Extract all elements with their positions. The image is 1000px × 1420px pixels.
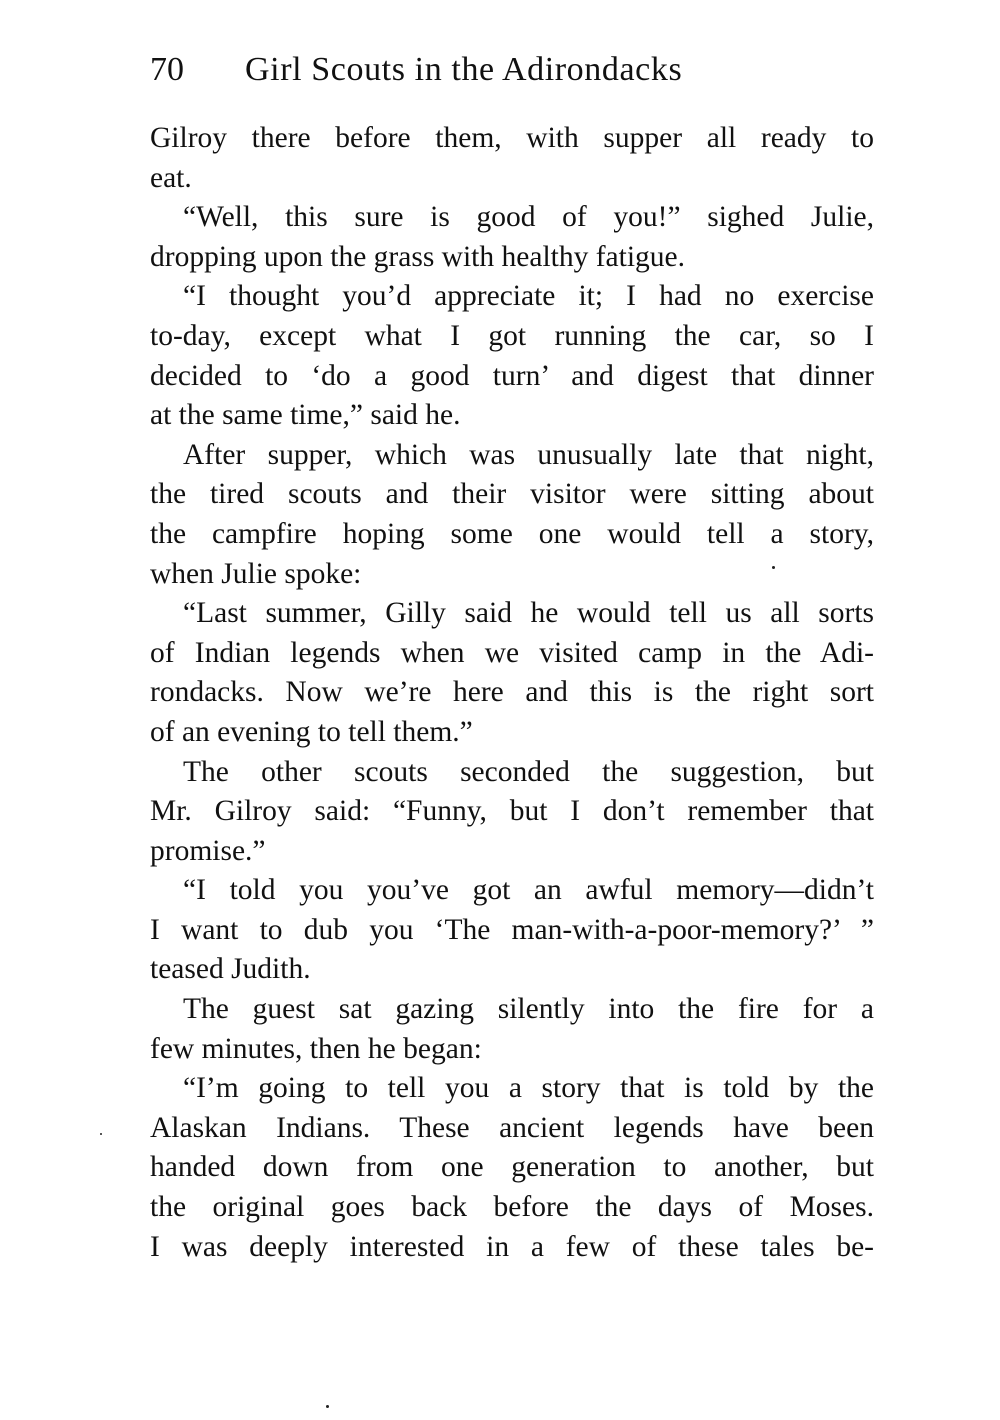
running-head [150,46,874,94]
book-title: Girl Scouts in the Adirondacks [245,51,683,88]
text-line: rondacks. Now we’re here and this is the right sort [150,676,874,709]
text-line: Alaskan Indians. These ancient legends have been [150,1111,874,1144]
print-speck [100,1133,102,1135]
text-line: of Indian legends when we visited camp in the Adi- [150,636,874,669]
text-line: few minutes, then he began: [150,1032,482,1065]
text-line: to-day, except what I got running the car, so I [150,319,874,352]
text-line: the original goes back before the days of Moses. [150,1191,874,1224]
print-speck [326,1405,329,1408]
text-line: promise.” [150,834,266,867]
text-line: the campfire hoping some one would tell a story, [150,517,874,550]
print-speck [772,566,775,569]
text-line: at the same time,” said he. [150,399,461,432]
text-line: After supper, which was unusually late that night, [183,438,874,471]
text-line: when Julie spoke: [150,557,362,590]
body-text [150,119,874,1267]
text-line: eat. [150,161,192,194]
text-line: dropping upon the grass with healthy fatigue. [150,240,685,273]
page-number: 70 [150,51,184,88]
text-line: “I thought you’d appreciate it; I had no exercise [183,280,874,313]
text-line: I want to dub you ‘The man-with-a-poor-memory?’ ” [150,913,874,946]
text-line: decided to ‘do a good turn’ and digest that dinner [150,359,874,392]
text-line: “I told you you’ve got an awful memory—didn’t [183,874,874,907]
text-line: Gilroy there before them, with supper all ready to [150,122,874,154]
text-line: The other scouts seconded the suggestion, but [183,755,874,788]
text-line: the tired scouts and their visitor were sitting about [150,478,874,511]
text-line: of an evening to tell them.” [150,715,473,748]
text-line: I was deeply interested in a few of these tales be- [150,1230,874,1263]
text-line: “Last summer, Gilly said he would tell us all sorts [183,597,874,630]
text-line: The guest sat gazing silently into the fire for a [183,993,874,1026]
text-line: Mr. Gilroy said: “Funny, but I don’t remember that [150,795,874,828]
text-line: handed down from one generation to another, but [150,1151,874,1184]
text-line: “I’m going to tell you a story that is told by the [183,1072,874,1105]
text-line: teased Judith. [150,953,311,986]
text-line: “Well, this sure is good of you!” sighed Julie, [183,201,874,234]
